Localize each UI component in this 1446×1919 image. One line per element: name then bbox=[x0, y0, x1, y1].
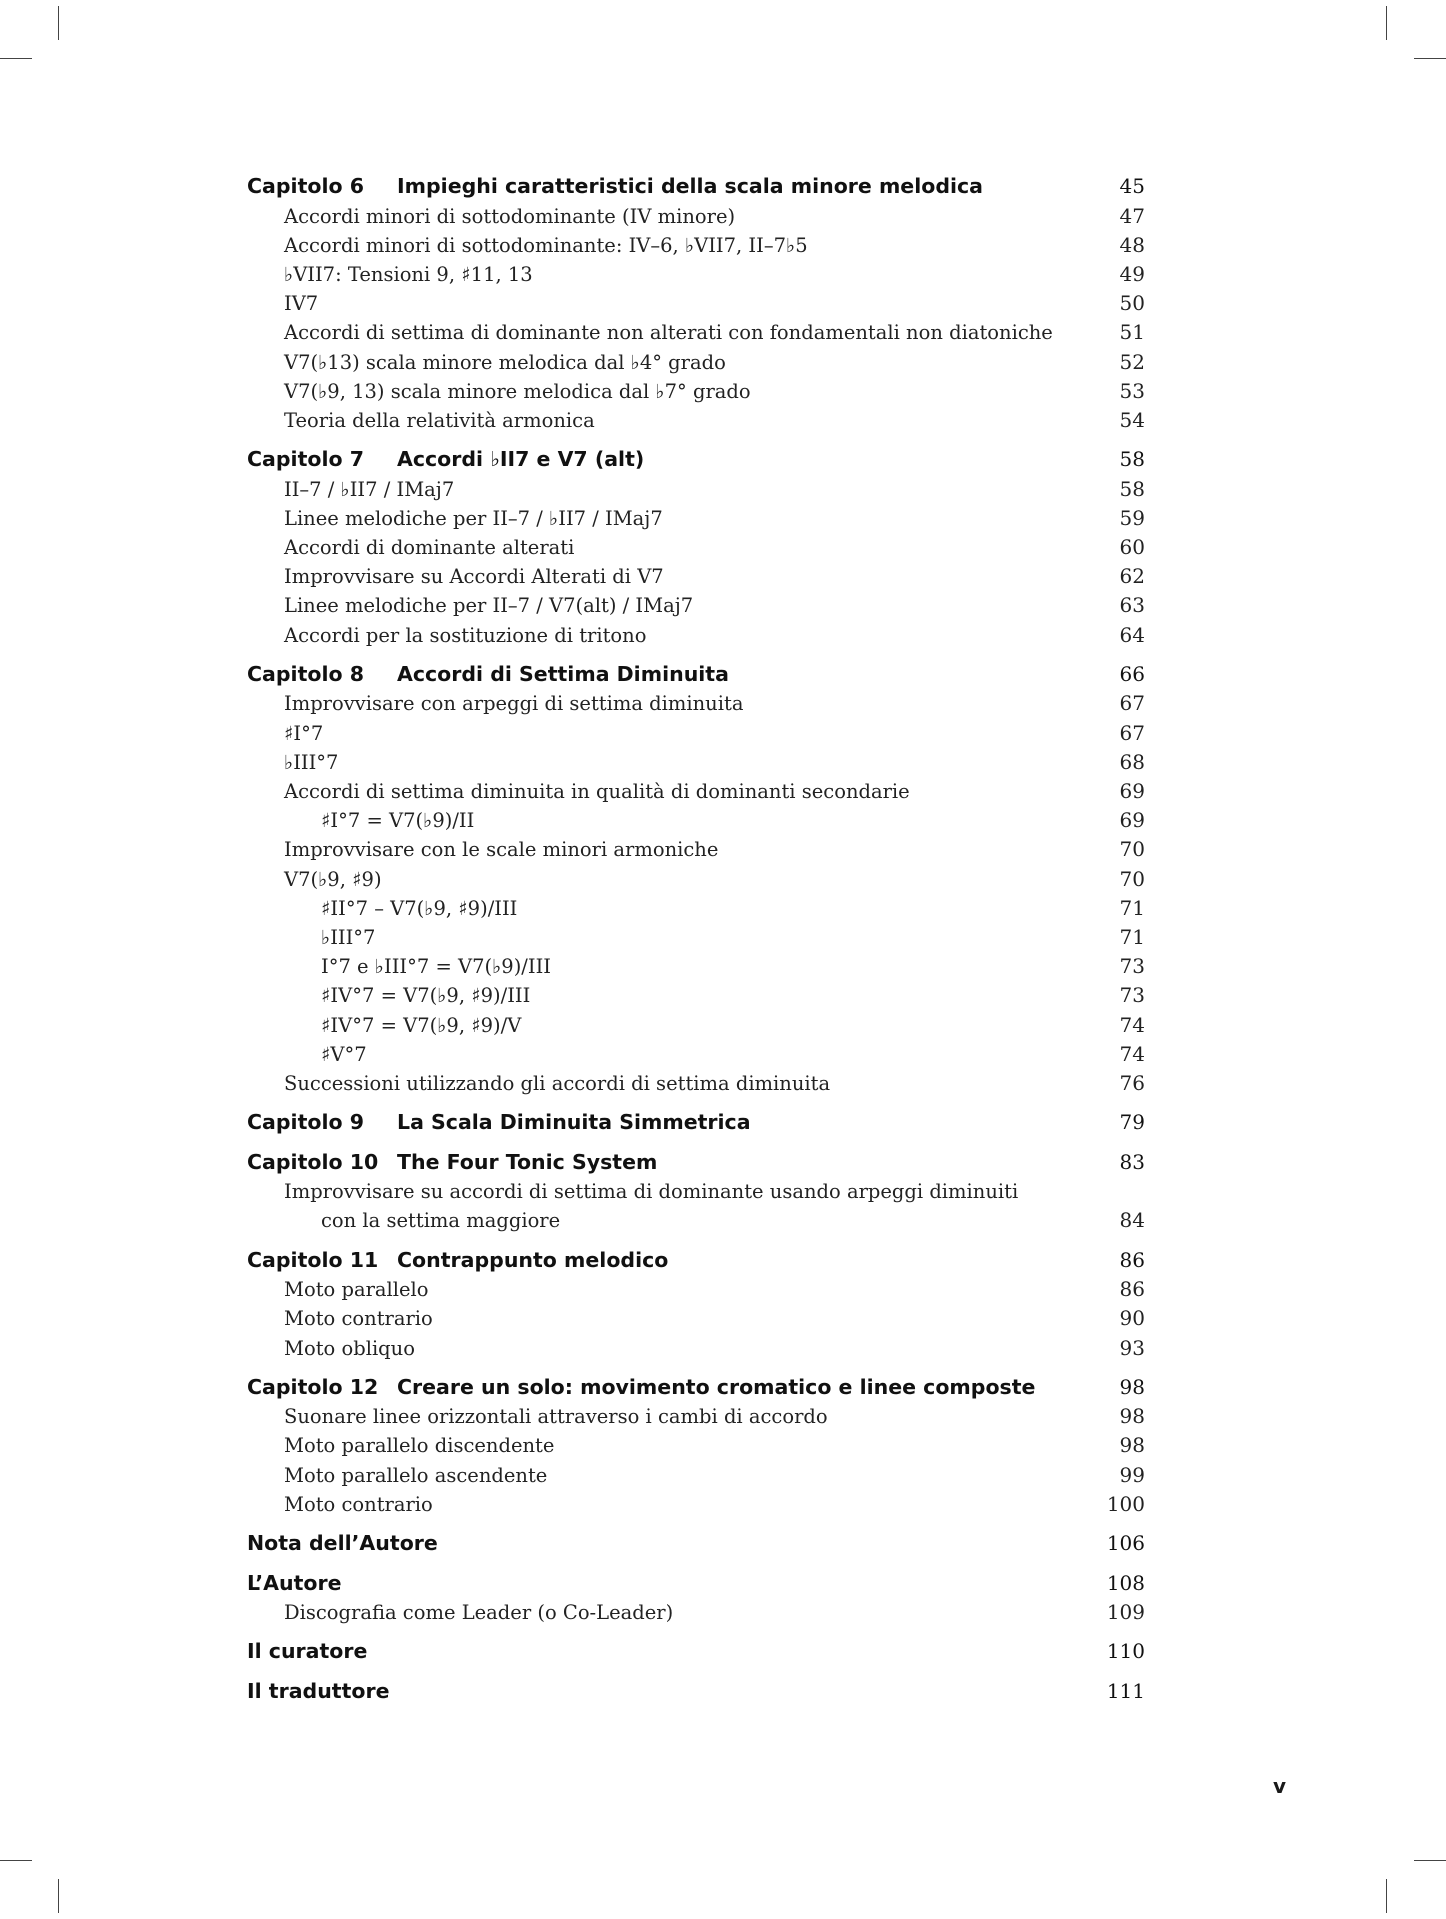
toc-section-title: Moto contrario bbox=[284, 1307, 433, 1331]
toc-chapter-title: Contrappunto melodico bbox=[397, 1247, 669, 1272]
toc-section-title: Moto contrario bbox=[284, 1492, 433, 1516]
toc-chapter-title: Nota dell’Autore bbox=[247, 1531, 438, 1556]
toc-section-title: ♯IV°7 = V7(♭9, ♯9)/III bbox=[321, 984, 531, 1008]
toc-page-number: 47 bbox=[1119, 203, 1145, 228]
toc-page-number: 59 bbox=[1119, 505, 1145, 530]
toc-page-number: 52 bbox=[1119, 349, 1145, 374]
toc-page-number: 69 bbox=[1119, 778, 1145, 803]
toc-page-number: 58 bbox=[1119, 447, 1145, 472]
toc-section-entry bbox=[247, 533, 1145, 562]
toc-section-entry bbox=[247, 202, 1145, 231]
toc-section-title: II–7 / ♭II7 / IMaj7 bbox=[284, 477, 455, 501]
toc-page-number: 58 bbox=[1119, 476, 1145, 501]
toc-section-title: V7(♭9, ♯9) bbox=[284, 867, 382, 891]
toc-page-number: 84 bbox=[1119, 1208, 1145, 1233]
toc-chapter-entry bbox=[247, 1569, 1145, 1599]
toc-page-number: 70 bbox=[1119, 837, 1145, 862]
toc-section-entry bbox=[247, 1461, 1145, 1490]
toc-section-entry bbox=[247, 952, 1145, 981]
toc-page-number: 109 bbox=[1106, 1600, 1145, 1625]
toc-section-title: Improvvisare su accordi di settima di dominante usando arpeggi diminuiti bbox=[284, 1180, 1019, 1204]
toc-section-title: Discografia come Leader (o Co-Leader) bbox=[284, 1601, 674, 1625]
toc-page-number: 86 bbox=[1119, 1247, 1145, 1272]
toc-page-number: 90 bbox=[1119, 1306, 1145, 1331]
toc-page-number: 49 bbox=[1119, 261, 1145, 286]
toc-section-title: Moto parallelo bbox=[284, 1278, 429, 1302]
toc-chapter-entry bbox=[247, 660, 1145, 690]
toc-chapter-number: Capitolo 10 bbox=[247, 1149, 379, 1174]
toc-section-title: V7(♭13) scala minore melodica dal ♭4° grado bbox=[284, 350, 726, 374]
toc-section-entry bbox=[247, 1177, 1145, 1206]
toc-chapter-number: Capitolo 8 bbox=[247, 661, 364, 686]
toc-section-entry bbox=[247, 260, 1145, 289]
toc-section-entry bbox=[247, 562, 1145, 591]
toc-section-title: ♯I°7 = V7(♭9)/II bbox=[321, 809, 475, 833]
toc-page-number: 54 bbox=[1119, 407, 1145, 432]
toc-section-entry bbox=[247, 348, 1145, 377]
crop-mark-bottom-right bbox=[1386, 1879, 1387, 1913]
toc-section-title: Accordi di settima di dominante non alterati con fondamentali non diatoniche bbox=[284, 321, 1053, 345]
toc-section-title: ♯II°7 – V7(♭9, ♯9)/III bbox=[321, 896, 518, 920]
toc-section-entry bbox=[247, 1431, 1145, 1460]
toc-section-entry bbox=[247, 231, 1145, 260]
crop-mark-top-right-h bbox=[1414, 58, 1446, 59]
toc-section-entry bbox=[247, 1334, 1145, 1363]
toc-page-number: 108 bbox=[1106, 1570, 1145, 1595]
toc-section-title: Linee melodiche per II–7 / V7(alt) / IMaj7 bbox=[284, 594, 694, 618]
toc-section-entry bbox=[247, 591, 1145, 620]
toc-section-title: ♭III°7 bbox=[321, 925, 376, 949]
toc-section-title: Successioni utilizzando gli accordi di settima diminuita bbox=[284, 1071, 831, 1095]
toc-chapter-entry bbox=[247, 1148, 1145, 1178]
crop-mark-top-right bbox=[1386, 6, 1387, 40]
toc-section-entry bbox=[247, 1598, 1145, 1627]
crop-mark-bottom-left-h bbox=[0, 1860, 32, 1861]
toc-section-title: Moto obliquo bbox=[284, 1336, 415, 1360]
toc-page-number: 71 bbox=[1119, 895, 1145, 920]
toc-page-number: 98 bbox=[1119, 1433, 1145, 1458]
crop-mark-top-left-h bbox=[0, 58, 32, 59]
toc-section-entry bbox=[247, 748, 1145, 777]
toc-section-entry bbox=[247, 865, 1145, 894]
toc-section-entry bbox=[247, 318, 1145, 347]
toc-page-number: 83 bbox=[1119, 1149, 1145, 1174]
toc-section-entry bbox=[247, 1402, 1145, 1431]
toc-page-number: 67 bbox=[1119, 691, 1145, 716]
toc-page-number: 69 bbox=[1119, 808, 1145, 833]
toc-page-number: 73 bbox=[1119, 954, 1145, 979]
toc-page-number: 68 bbox=[1119, 749, 1145, 774]
toc-section-entry bbox=[247, 1011, 1145, 1040]
toc-section-title: Moto parallelo discendente bbox=[284, 1434, 555, 1458]
toc-section-entry bbox=[247, 1275, 1145, 1304]
toc-chapter-entry bbox=[247, 1529, 1145, 1559]
toc-page-number: 86 bbox=[1119, 1277, 1145, 1302]
toc-section-title: Suonare linee orizzontali attraverso i cambi di accordo bbox=[284, 1405, 828, 1429]
toc-page-number: 51 bbox=[1119, 320, 1145, 345]
toc-page-number: 73 bbox=[1119, 983, 1145, 1008]
toc-section-entry bbox=[247, 289, 1145, 318]
toc-section-entry bbox=[247, 719, 1145, 748]
toc-section-entry bbox=[247, 504, 1145, 533]
toc-section-entry bbox=[247, 1040, 1145, 1069]
toc-section-title: Improvvisare con arpeggi di settima diminuita bbox=[284, 692, 744, 716]
toc-page-number: 53 bbox=[1119, 378, 1145, 403]
toc-section-entry bbox=[247, 1069, 1145, 1098]
toc-section-entry bbox=[247, 377, 1145, 406]
toc-page-number: 45 bbox=[1119, 174, 1145, 198]
toc-page-number: 48 bbox=[1119, 232, 1145, 257]
toc-section-title: Accordi minori di sottodominante: IV–6, ♭VII7, II–7♭5 bbox=[284, 233, 808, 257]
toc-chapter-entry bbox=[247, 445, 1145, 475]
toc-chapter-title: Il curatore bbox=[247, 1639, 368, 1664]
toc-page-number: 111 bbox=[1106, 1678, 1145, 1703]
toc-page-number: 110 bbox=[1106, 1639, 1145, 1664]
toc-chapter-number: Capitolo 9 bbox=[247, 1110, 364, 1135]
toc-section-title: Accordi per la sostituzione di tritono bbox=[284, 623, 647, 647]
crop-mark-top-left bbox=[58, 6, 59, 40]
toc-chapter-entry bbox=[247, 1108, 1145, 1138]
toc-section-title: IV7 bbox=[284, 292, 319, 316]
table-of-contents bbox=[247, 172, 1145, 1706]
toc-page-number: 60 bbox=[1119, 535, 1145, 560]
toc-chapter-entry bbox=[247, 172, 1145, 202]
toc-section-title: ♯V°7 bbox=[321, 1042, 367, 1066]
toc-section-title: V7(♭9, 13) scala minore melodica dal ♭7° grado bbox=[284, 379, 751, 403]
toc-chapter-title: Il traduttore bbox=[247, 1678, 390, 1703]
toc-section-title: Improvvisare su Accordi Alterati di V7 bbox=[284, 565, 664, 589]
toc-section-entry bbox=[247, 981, 1145, 1010]
toc-page-number: 98 bbox=[1119, 1404, 1145, 1429]
toc-section-entry bbox=[247, 923, 1145, 952]
toc-page-number: 76 bbox=[1119, 1070, 1145, 1095]
toc-chapter-number: Capitolo 7 bbox=[247, 447, 364, 472]
toc-chapter-entry bbox=[247, 1637, 1145, 1667]
toc-page-number: 67 bbox=[1119, 720, 1145, 745]
toc-page-number: 70 bbox=[1119, 866, 1145, 891]
toc-page-number: 63 bbox=[1119, 593, 1145, 618]
toc-page-number: 66 bbox=[1119, 661, 1145, 686]
toc-page-number: 100 bbox=[1106, 1491, 1145, 1516]
toc-section-title: Accordi minori di sottodominante (IV minore) bbox=[284, 204, 736, 228]
toc-section-title: Teoria della relatività armonica bbox=[284, 408, 595, 432]
toc-chapter-title: Creare un solo: movimento cromatico e linee composte bbox=[397, 1374, 1036, 1399]
toc-chapter-number: Capitolo 12 bbox=[247, 1374, 379, 1399]
toc-page-number: 74 bbox=[1119, 1012, 1145, 1037]
toc-section-title: Accordi di dominante alterati bbox=[284, 536, 575, 560]
toc-section-title: ♯IV°7 = V7(♭9, ♯9)/V bbox=[321, 1013, 522, 1037]
crop-mark-bottom-right-h bbox=[1414, 1860, 1446, 1861]
toc-page-number: 64 bbox=[1119, 622, 1145, 647]
toc-section-entry bbox=[247, 1206, 1145, 1235]
toc-page-number: 71 bbox=[1119, 924, 1145, 949]
toc-page-number: 62 bbox=[1119, 564, 1145, 589]
toc-section-entry bbox=[247, 406, 1145, 435]
crop-mark-bottom-left bbox=[58, 1879, 59, 1913]
toc-section-title: ♯I°7 bbox=[284, 721, 324, 745]
toc-section-entry bbox=[247, 835, 1145, 864]
toc-section-entry bbox=[247, 621, 1145, 650]
toc-section-entry bbox=[247, 689, 1145, 718]
page-number: v bbox=[1273, 1774, 1287, 1798]
toc-page-number: 106 bbox=[1106, 1531, 1145, 1556]
toc-section-title: I°7 e ♭III°7 = V7(♭9)/III bbox=[321, 955, 551, 979]
toc-chapter-entry bbox=[247, 1246, 1145, 1276]
toc-section-entry bbox=[247, 475, 1145, 504]
toc-page-number: 98 bbox=[1119, 1374, 1145, 1399]
toc-chapter-number: Capitolo 6 bbox=[247, 174, 364, 198]
toc-section-title: Linee melodiche per II–7 / ♭II7 / IMaj7 bbox=[284, 506, 663, 530]
toc-section-entry bbox=[247, 777, 1145, 806]
toc-section-entry bbox=[247, 1304, 1145, 1333]
toc-section-title: Moto parallelo ascendente bbox=[284, 1463, 548, 1487]
toc-page-number: 93 bbox=[1119, 1335, 1145, 1360]
toc-section-entry bbox=[247, 1490, 1145, 1519]
toc-chapter-title: Impieghi caratteristici della scala minore melodica bbox=[397, 174, 984, 198]
toc-page-number: 99 bbox=[1119, 1462, 1145, 1487]
toc-section-entry bbox=[247, 806, 1145, 835]
toc-chapter-title: La Scala Diminuita Simmetrica bbox=[397, 1110, 751, 1135]
toc-section-title: Accordi di settima diminuita in qualità di dominanti secondarie bbox=[284, 779, 910, 803]
toc-chapter-entry bbox=[247, 1373, 1145, 1403]
toc-chapter-title: Accordi ♭II7 e V7 (alt) bbox=[397, 447, 645, 472]
toc-chapter-entry bbox=[247, 1677, 1145, 1707]
toc-section-title: ♭III°7 bbox=[284, 750, 339, 774]
toc-section-entry bbox=[247, 894, 1145, 923]
toc-page-number: 50 bbox=[1119, 291, 1145, 316]
toc-page-number: 79 bbox=[1119, 1110, 1145, 1135]
toc-page-number: 74 bbox=[1119, 1041, 1145, 1066]
toc-chapter-number: Capitolo 11 bbox=[247, 1247, 379, 1272]
toc-section-title: Improvvisare con le scale minori armoniche bbox=[284, 838, 719, 862]
toc-section-title: ♭VII7: Tensioni 9, ♯11, 13 bbox=[284, 262, 533, 286]
toc-chapter-title: L’Autore bbox=[247, 1570, 342, 1595]
toc-chapter-title: Accordi di Settima Diminuita bbox=[397, 661, 729, 686]
toc-section-title: con la settima maggiore bbox=[321, 1209, 561, 1233]
toc-chapter-title: The Four Tonic System bbox=[397, 1149, 658, 1174]
